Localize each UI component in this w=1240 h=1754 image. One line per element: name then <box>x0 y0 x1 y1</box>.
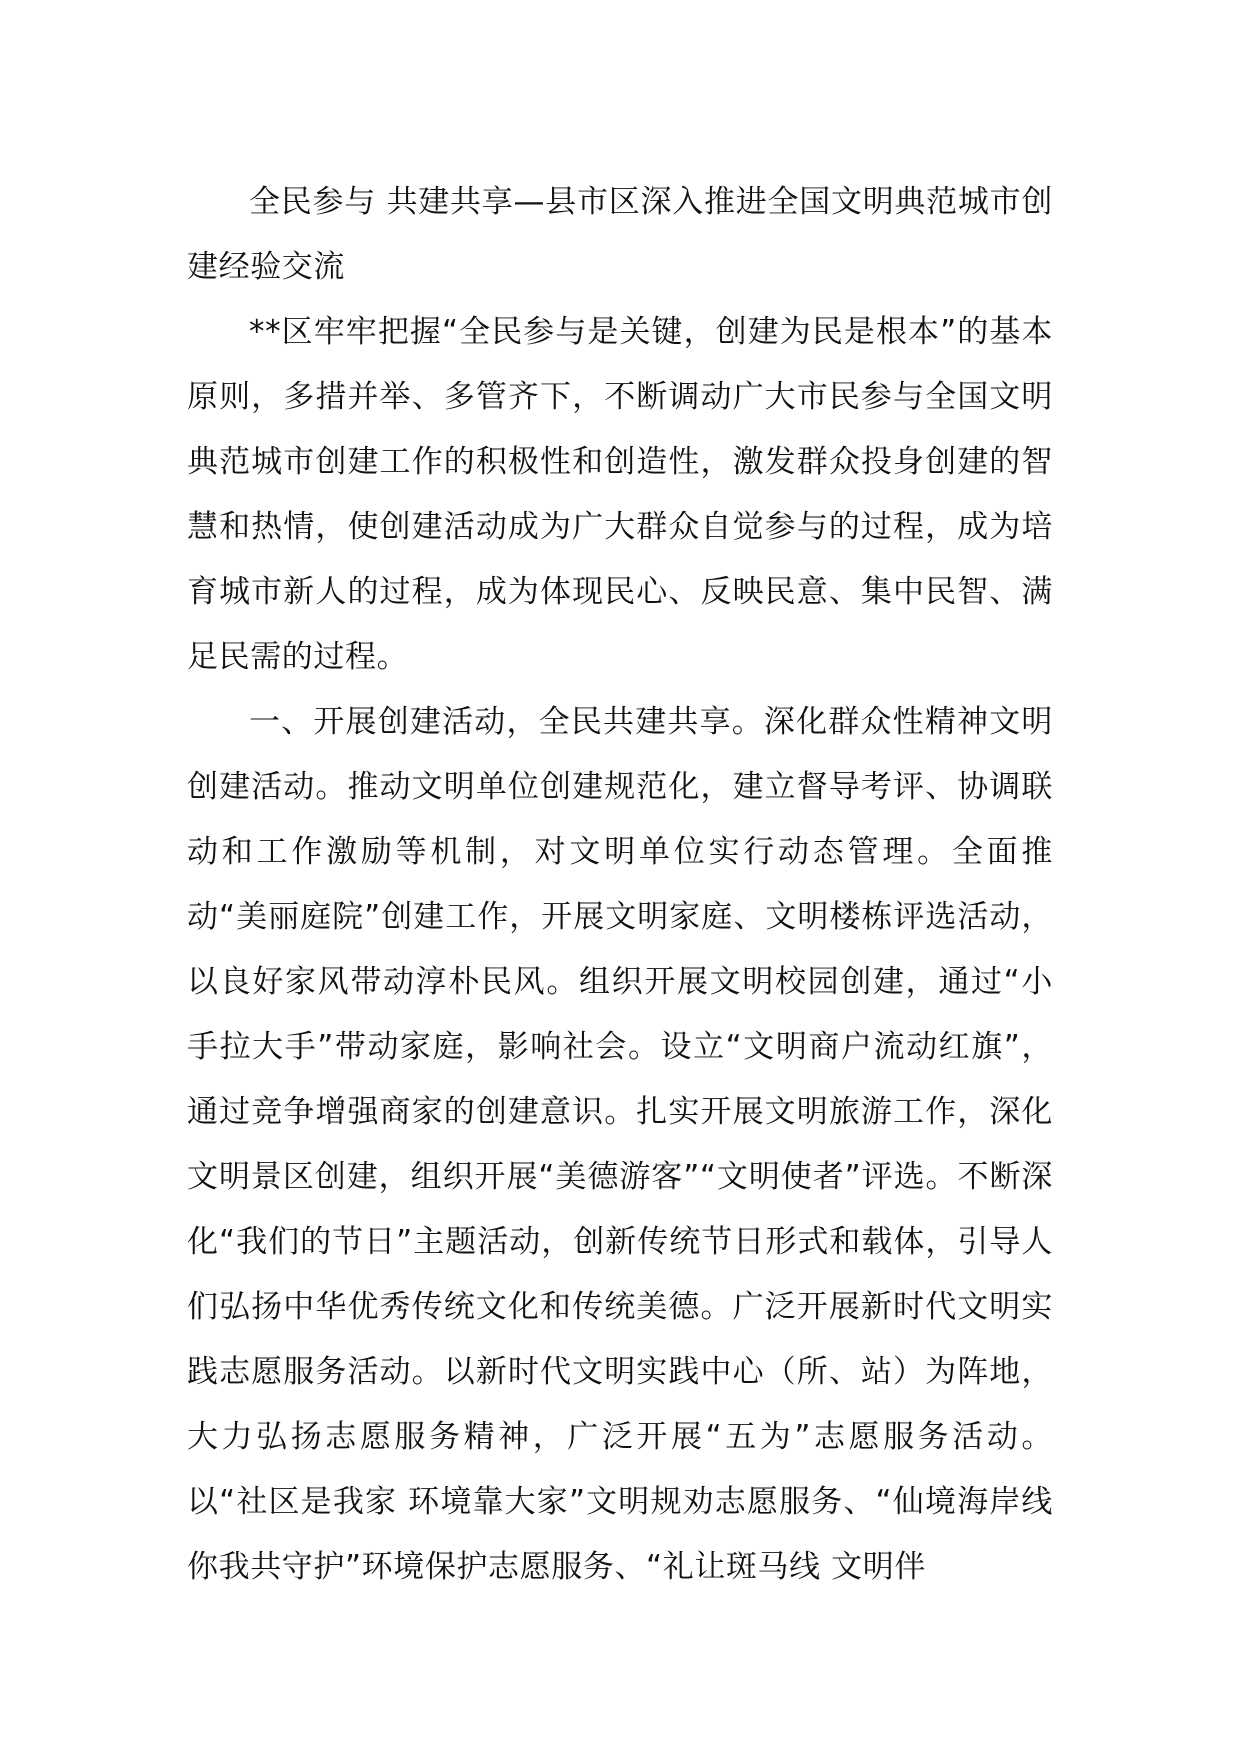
document-page <box>187 170 1053 1600</box>
section-one-paragraph: 一、开展创建活动，全民共建共享。深化群众性精神文明创建活动。推动文明单位创建规范化，建立督导考评、协调联动和工作激励等机制，对文明单位实行动态管理。全面推动“美丽庭院”创建工作，开展文明家庭、文明楼栋评选活动，以良好家风带动淳朴民风。组织开展文明校园创建，通过“小手拉大手”带动家庭，影响社会。设立“文明商户流动红旗”，通过竞争增强商家的创建意识。扎实开展文明旅游工作，深化文明景区创建，组织开展“美德游客”“文明使者”评选。不断深化“我们的节日”主题活动，创新传统节日形式和载体，引导人们弘扬中华优秀传统文化和传统美德。广泛开展新时代文明实践志愿服务活动。以新时代文明实践中心（所、站）为阵地，大力弘扬志愿服务精神，广泛开展“五为”志愿服务活动。以“社区是我家 环境靠大家”文明规劝志愿服务、“仙境海岸线 你我共守护”环境保护志愿服务、“礼让斑马线 文明伴 <box>187 704 1053 1585</box>
intro-paragraph: **区牢牢把握“全民参与是关键，创建为民是根本”的基本原则，多措并举、多管齐下，不断调动广大市民参与全国文明典范城市创建工作的积极性和创造性，激发群众投身创建的智慧和热情，使创建活动成为广大群众自觉参与的过程，成为培育城市新人的过程，成为体现民心、反映民意、集中民智、满足民需的过程。 <box>187 314 1053 675</box>
document-title-paragraph: 全民参与 共建共享—县市区深入推进全国文明典范城市创建经验交流 <box>187 184 1053 285</box>
